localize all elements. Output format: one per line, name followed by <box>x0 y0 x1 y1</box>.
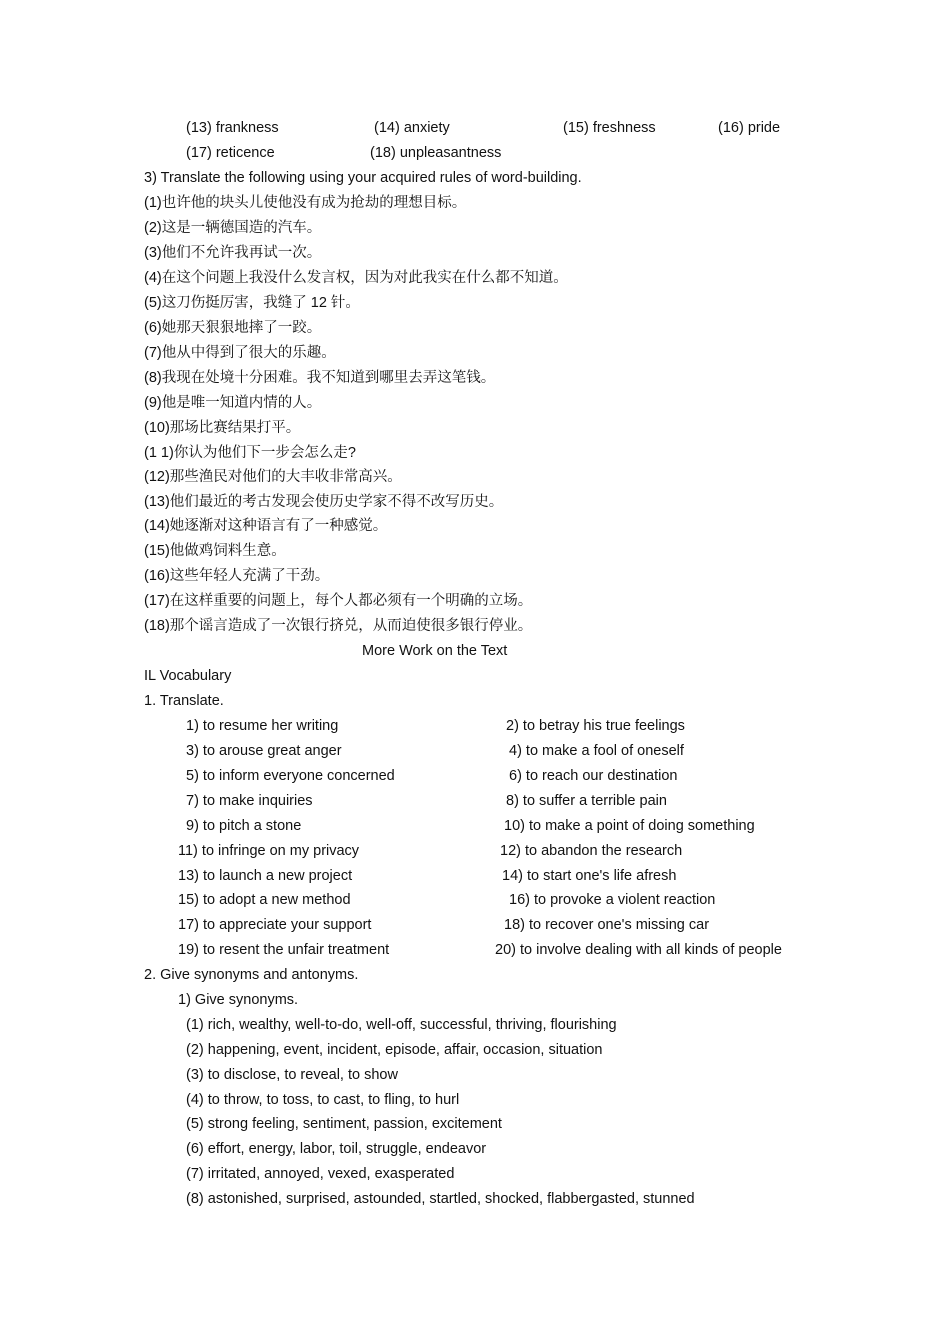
synonym-item: (2) happening, event, incident, episode, affair, occasion, situation <box>186 1042 603 1058</box>
sentence-item: (1)也许他的块头儿使他没有成为抢劫的理想目标。 <box>144 195 467 211</box>
phrase-item: 18) to recover one's missing car <box>504 917 710 933</box>
sentence-item: (18)那个谣言造成了一次银行挤兑，从而迫使很多银行停业。 <box>144 618 533 634</box>
phrase-item: 3) to arouse great anger <box>186 743 342 759</box>
phrase-item: 7) to make inquiries <box>186 793 313 809</box>
synonym-item: (4) to throw, to toss, to cast, to fling, to hurl <box>186 1092 460 1108</box>
word-item: (14) anxiety <box>374 120 450 136</box>
phrase-item: 15) to adopt a new method <box>178 892 351 908</box>
synonyms-heading: 2. Give synonyms and antonyms. <box>144 967 359 983</box>
phrase-item: 8) to suffer a terrible pain <box>506 793 667 809</box>
phrase-item: 17) to appreciate your support <box>178 917 372 933</box>
sentence-item: (6)她那天狠狠地摔了一跤。 <box>144 320 322 336</box>
sentence-item: (8)我现在处境十分困难。我不知道到哪里去弄这笔钱。 <box>144 370 496 386</box>
synonym-item: (8) astonished, surprised, astounded, startled, shocked, flabbergasted, stunned <box>186 1191 695 1207</box>
sentence-item: (7)他从中得到了很大的乐趣。 <box>144 345 336 361</box>
synonym-item: (5) strong feeling, sentiment, passion, excitement <box>186 1116 502 1132</box>
sentence-item: (5)这刀伤挺厉害，我缝了 12 针。 <box>144 295 360 311</box>
translate-heading: 1. Translate. <box>144 693 224 709</box>
synonym-item: (7) irritated, annoyed, vexed, exasperated <box>186 1166 455 1182</box>
phrase-item: 20) to involve dealing with all kinds of people <box>495 942 782 958</box>
synonym-item: (3) to disclose, to reveal, to show <box>186 1067 398 1083</box>
word-item: (15) freshness <box>563 120 656 136</box>
word-item: (13) frankness <box>186 120 279 136</box>
phrase-item: 16) to provoke a violent reaction <box>509 892 716 908</box>
sentence-item: (16)这些年轻人充满了干劲。 <box>144 568 330 584</box>
sentence-item: (1 1)你认为他们下一步会怎么走? <box>144 445 356 461</box>
phrase-item: 10) to make a point of doing something <box>504 818 755 834</box>
sentence-item: (10)那场比赛结果打平。 <box>144 420 301 436</box>
synonyms-subheading: 1) Give synonyms. <box>178 992 299 1008</box>
synonym-item: (6) effort, energy, labor, toil, struggle, endeavor <box>186 1141 487 1157</box>
sentence-item: (14)她逐渐对这种语言有了一种感觉。 <box>144 518 388 534</box>
phrase-item: 1) to resume her writing <box>186 718 339 734</box>
exercise-heading: 3) Translate the following using your acquired rules of word-building. <box>144 170 582 186</box>
sentence-item: (3)他们不允许我再试一次。 <box>144 245 322 261</box>
vocabulary-heading: IL Vocabulary <box>144 668 232 684</box>
sentence-item: (15)他做鸡饲料生意。 <box>144 543 286 559</box>
section-title: More Work on the Text <box>362 643 508 659</box>
synonym-item: (1) rich, wealthy, well-to-do, well-off, successful, thriving, flourishing <box>186 1017 617 1033</box>
word-item: (17) reticence <box>186 145 275 161</box>
sentence-item: (2)这是一辆德国造的汽车。 <box>144 220 322 236</box>
word-item: (16) pride <box>718 120 781 136</box>
phrase-item: 12) to abandon the research <box>500 843 683 859</box>
phrase-item: 2) to betray his true feelings <box>506 718 685 734</box>
sentence-item: (12)那些渔民对他们的大丰收非常高兴。 <box>144 469 402 485</box>
sentence-item: (9)他是唯一知道内情的人。 <box>144 395 322 411</box>
phrase-item: 11) to infringe on my privacy <box>178 843 360 859</box>
sentence-item: (4)在这个问题上我没什么发言权，因为对此我实在什么都不知道。 <box>144 270 568 286</box>
phrase-item: 13) to launch a new project <box>178 868 353 884</box>
word-item: (18) unpleasantness <box>370 145 502 161</box>
phrase-item: 19) to resent the unfair treatment <box>178 942 390 958</box>
sentence-item: (17)在这样重要的问题上，每个人都必须有一个明确的立场。 <box>144 593 533 609</box>
phrase-item: 6) to reach our destination <box>509 768 678 784</box>
phrase-item: 5) to inform everyone concerned <box>186 768 395 784</box>
sentence-item: (13)他们最近的考古发现会使历史学家不得不改写历史。 <box>144 494 504 510</box>
phrase-item: 4) to make a fool of oneself <box>509 743 684 759</box>
phrase-item: 14) to start one's life afresh <box>502 868 677 884</box>
phrase-item: 9) to pitch a stone <box>186 818 302 834</box>
